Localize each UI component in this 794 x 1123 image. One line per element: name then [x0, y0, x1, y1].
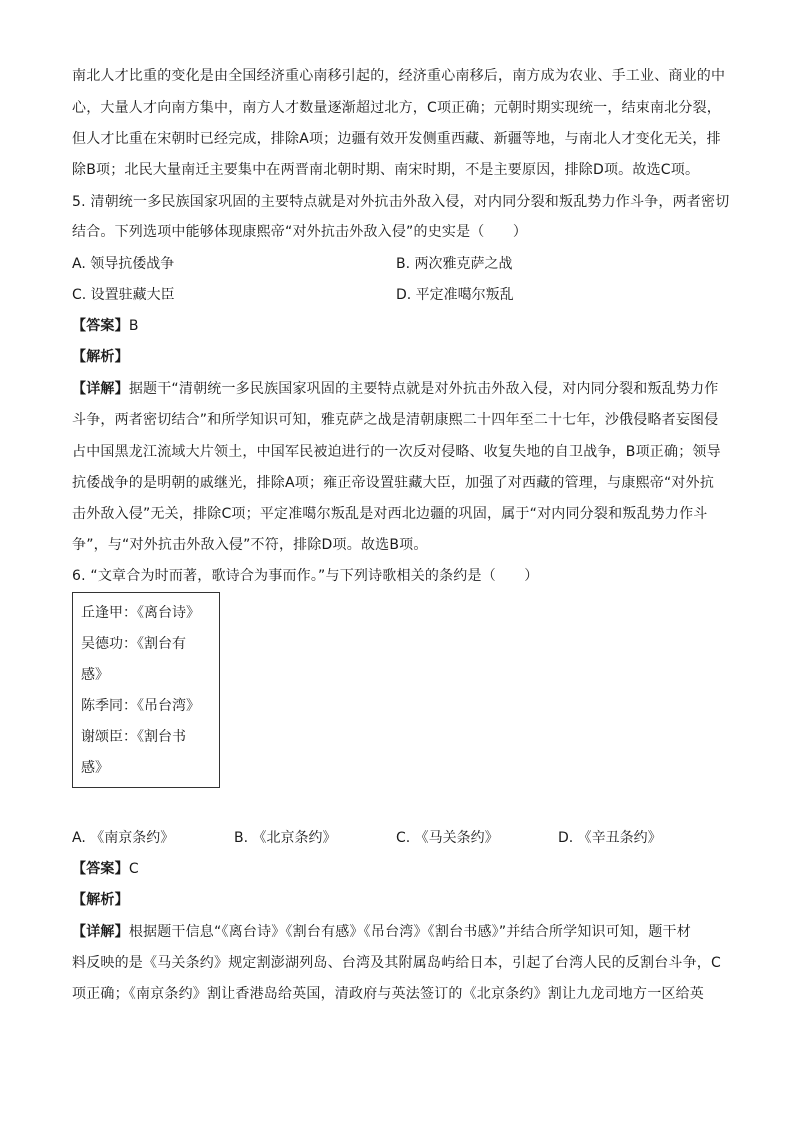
- q5-stem-line-1: 5. 清朝统一多民族国家巩固的主要特点就是对外抗击外敌入侵，对内同分裂和叛乱势力作斗争，两者密切: [72, 194, 730, 210]
- q6-option-b: B. 《北京条约》: [234, 830, 337, 846]
- q6-option-d: D. 《辛丑条约》: [558, 830, 662, 846]
- q5-stem-line-2: 结合。下列选项中能够体现康熙帝“对外抗击外敌入侵”的史实是（ ）: [72, 224, 528, 240]
- q6-detail-line-2: 料反映的是《马关条约》规定割澎湖列岛、台湾及其附属岛屿给日本，引起了台湾人民的反割台斗争，C: [72, 955, 721, 971]
- q5-detail-line-6: 争”，与“对外抗击外敌入侵”不符，排除D项。故选B项。: [72, 537, 428, 553]
- q6-poem-line-6: 感》: [81, 760, 109, 776]
- q6-answer-row: [72, 859, 139, 879]
- q5-detail-line-5: 击外敌入侵”无关，排除C项；平定准噶尔叛乱是对西北边疆的巩固，属于“对内同分裂和叛乱势力作斗: [72, 506, 708, 522]
- q6-detail-line-3: 项正确；《南京条约》割让香港岛给英国，清政府与英法签订的《北京条约》割让九龙司地方一区给英: [72, 986, 704, 1002]
- q5-detail-tag: 【详解】: [72, 381, 129, 397]
- q5-option-b: B. 两次雅克萨之战: [396, 256, 513, 272]
- q6-analysis-tag: 【解析】: [72, 892, 129, 908]
- q5-answer-tag: 【答案】: [72, 318, 129, 334]
- q5-answer-value: B: [128, 318, 139, 334]
- passage-line-2: 心，大量人才向南方集中，南方人才数量逐渐超过北方，C项正确；元朝时期实现统一，结束南北分裂，: [72, 100, 721, 116]
- q6-answer-tag: 【答案】: [72, 861, 129, 877]
- q6-poem-line-5: 谢颂臣：《割台书: [81, 729, 186, 745]
- q5-detail-line-3: 占中国黑龙江流域大片领土，中国军民被迫进行的一次反对侵略、收复失地的自卫战争，B项正确；领导: [72, 444, 721, 460]
- q6-poem-box: [72, 592, 220, 788]
- q5-option-c: C. 设置驻藏大臣: [72, 287, 175, 303]
- q6-poem-line-1: 丘逢甲：《离台诗》: [81, 605, 200, 621]
- q5-answer-row: [72, 316, 139, 336]
- q6-detail-tag: 【详解】: [72, 924, 129, 940]
- passage-line-3: 但人才比重在宋朝时已经完成，排除A项；边疆有效开发侧重西藏、新疆等地，与南北人才变化无关，排: [72, 131, 721, 147]
- q5-detail-line-2: 斗争，两者密切结合”和所学知识可知，雅克萨之战是清朝康熙二十四年至二十七年，沙俄侵略者妄图侵: [72, 412, 719, 428]
- passage-line-4: 除B项；北民大量南迁主要集中在两晋南北朝时期、南宋时期，不是主要原因，排除D项。故选C项。: [72, 162, 700, 178]
- passage-line-1: 南北人才比重的变化是由全国经济重心南移引起的，经济重心南移后，南方成为农业、手工业、商业的中: [72, 68, 726, 84]
- q6-poem-line-4: 陈季同：《吊台湾》: [81, 698, 200, 714]
- q6-detail-line-1: [72, 922, 691, 942]
- q5-option-a: A. 领导抗倭战争: [72, 256, 175, 272]
- q5-detail-line-1: [72, 379, 718, 399]
- q5-detail-text-1: 据题干“清朝统一多民族国家巩固的主要特点就是对外抗击外敌入侵，对内同分裂和叛乱势力作: [128, 381, 719, 397]
- q6-option-c: C. 《马关条约》: [396, 830, 499, 846]
- q5-analysis-tag: 【解析】: [72, 349, 129, 365]
- q6-answer-value: C: [128, 861, 139, 877]
- q6-poem-line-2: 吴德功：《割台有: [81, 636, 186, 652]
- q5-detail-line-4: 抗倭战争的是明朝的戚继光，排除A项；雍正帝设置驻藏大臣，加强了对西藏的管理，与康熙帝“对外抗: [72, 475, 715, 491]
- q6-option-a: A. 《南京条约》: [72, 830, 175, 846]
- q5-option-d: D. 平定准噶尔叛乱: [396, 287, 514, 303]
- q6-detail-text-1: 根据题干信息“《离台诗》《割台有感》《吊台湾》《割台书感》”并结合所学知识可知，题干材: [128, 924, 691, 940]
- q6-stem: 6. “文章合为时而著，歌诗合为事而作。”与下列诗歌相关的条约是（ ）: [72, 568, 539, 584]
- q6-poem-line-3: 感》: [81, 667, 109, 683]
